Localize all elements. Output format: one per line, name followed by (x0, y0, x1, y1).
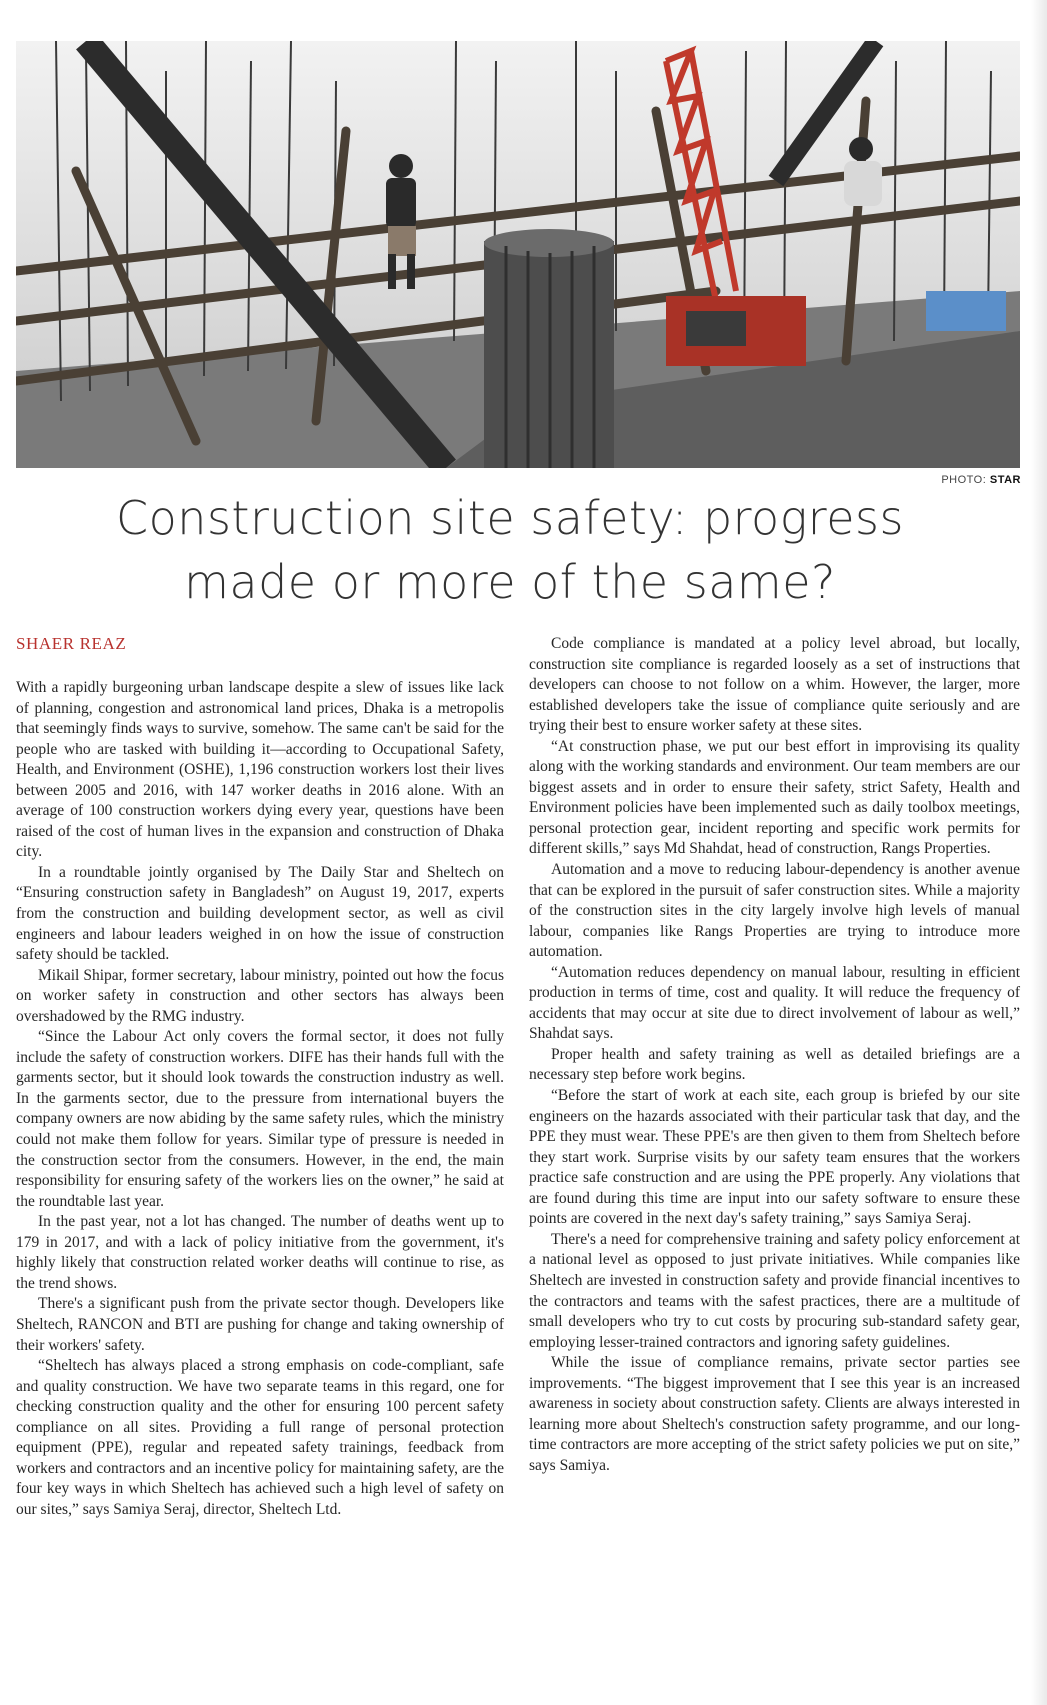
photo-credit-source: STAR (989, 474, 1021, 486)
article-column-right (529, 634, 1020, 1476)
construction-site-photo (16, 41, 1020, 468)
article-paragraph: “At construction phase, we put our best effort in improvising its quality along with the working standards and environment. Our team members are our biggest assets and in order to ensure their safety, strict Safety, Health and Environment policies have been implemented such as daily toolbox meetings, personal protection gear, incident reporting and specific work permits for different skills,” says Md Shahdat, head of construction, Rangs Properties. (529, 737, 1020, 858)
article-paragraph: There's a significant push from the private sector though. Developers like Sheltech, RANCON and BTI are pushing for change and taking ownership of their workers' safety. (16, 1295, 504, 1354)
article-paragraph: “Before the start of work at each site, each group is briefed by our site engineers on the hazards associated with their particular task that day, and the PPE they must wear. These PPE's are then given to them from Sheltech before they start work. Surprise visits by our safety team ensures that the workers practice safe construction and are using the PPE properly. Any violations that are found during this time are input into our safety software to ensure these points are covered in the next day's safety training,” says Samiya Seraj. (529, 1087, 1020, 1228)
byline: SHAER REAZ (16, 634, 127, 653)
article-column-left (16, 678, 504, 1520)
article-paragraph: “Sheltech has always placed a strong emphasis on code-compliant, safe and quality construction. We have two separate teams in this regard, one for checking construction quality and the other for ensuring 100 percent safety compliance on all sites. Providing a full range of personal protection equipment (PPE), regular and repeated safety trainings, feedback from workers and contractors and an incentive policy for maintaining safety, are the four key ways in which Sheltech has achieved such a high level of safety on our sites,” says Samiya Seraj, director, Sheltech Ltd. (16, 1357, 504, 1518)
article-paragraph: While the issue of compliance remains, private sector parties see improvements. “The biggest improvement that I see this year is an increased awareness in society about construction safety. Clients are always interested in learning more about Sheltech's construction safety programme, and our long-time contractors are more accepting of the strict safety policies we put on site,” says Samiya. (529, 1354, 1020, 1474)
article-paragraph: “Since the Labour Act only covers the formal sector, it does not fully include the safety of construction workers. DIFE has their hands full with the garments sector, but it should look towards the construction industry as well. In the garments sector, due to the pressure from international buyers the company owners are now abiding by the same safety rules, which the ministry could not make them follow for years. Similar type of pressure is needed in the construction sector from the consumers. However, in the end, the main responsibility for ensuring safety of the workers lies on the owner,” he said at the roundtable last year. (16, 1028, 504, 1210)
article-paragraph: With a rapidly burgeoning urban landscape despite a slew of issues like lack of planning, congestion and astronomical land prices, Dhaka is a metropolis that seemingly finds ways to survive, somehow. The same can't be said for the people who are tasked with building it—according to Occupational Safety, Health, and Environment (OSHE), 1,196 construction workers lost their lives between 2005 and 2016, with 147 worker deaths in 2016 alone. With an average of 100 construction workers dying every year, questions have been raised of the cost of human lives in the expansion and construction of Dhaka city. (16, 679, 504, 861)
photo-credit-prefix: PHOTO: (941, 474, 990, 486)
photo-credit (941, 474, 1021, 486)
headline (30, 486, 990, 615)
article-paragraph: Code compliance is mandated at a policy level abroad, but locally, construction site compliance is regarded loosely as a set of instructions that developers can choose to not follow on a whim. However, the larger, more established developers take the issue of compliance quite seriously and are trying their best to ensure worker safety at these sites. (529, 635, 1020, 735)
article-paragraph: Mikail Shipar, former secretary, labour ministry, pointed out how the focus on worker safety in construction and other sectors has always been overshadowed by the RMG industry. (16, 966, 504, 1025)
article-paragraph: In a roundtable jointly organised by The Daily Star and Sheltech on “Ensuring construction safety in Bangladesh” on August 19, 2017, experts from the construction and building development sector, as well as civil engineers and labour leaders weighed in on how the issue of construction safety should be tackled. (16, 863, 504, 964)
page-edge-shadow (1031, 0, 1047, 1705)
headline-line-1: Construction site safety: progress (116, 491, 904, 545)
article-paragraph: Automation and a move to reducing labour-dependency is another avenue that can be explored in the pursuit of safer construction sites. While a majority of the construction sites in the city largely involve high levels of manual labour, companies like Rangs Properties are trying to introduce more automation. (529, 861, 1020, 961)
article-paragraph: In the past year, not a lot has changed. The number of deaths went up to 179 in 2017, and with a lack of policy initiative from the government, it's highly likely that construction related worker deaths will continue to rise, as the trend shows. (16, 1213, 504, 1292)
article-paragraph: Proper health and safety training as well as detailed briefings are a necessary step before work begins. (529, 1045, 1020, 1084)
article-paragraph: “Automation reduces dependency on manual labour, resulting in efficient production in terms of time, cost and quality. It will reduce the frequency of accidents that may occur at site due to direct involvement of labour as well,” Shahdat says. (529, 963, 1020, 1043)
headline-line-2: made or more of the same? (184, 555, 836, 610)
article-paragraph: There's a need for comprehensive training and safety policy enforcement at a national level as opposed to just private initiatives. While companies like Sheltech are invested in construction safety and provide financial incentives to the contractors and teams with the safest practices, there are a multitude of small developers who try to cut costs by procuring sub-standard safety gear, employing lesser-trained contractors and ignoring safety guidelines. (529, 1230, 1020, 1351)
construction-scaffold-illustration (16, 41, 1020, 468)
